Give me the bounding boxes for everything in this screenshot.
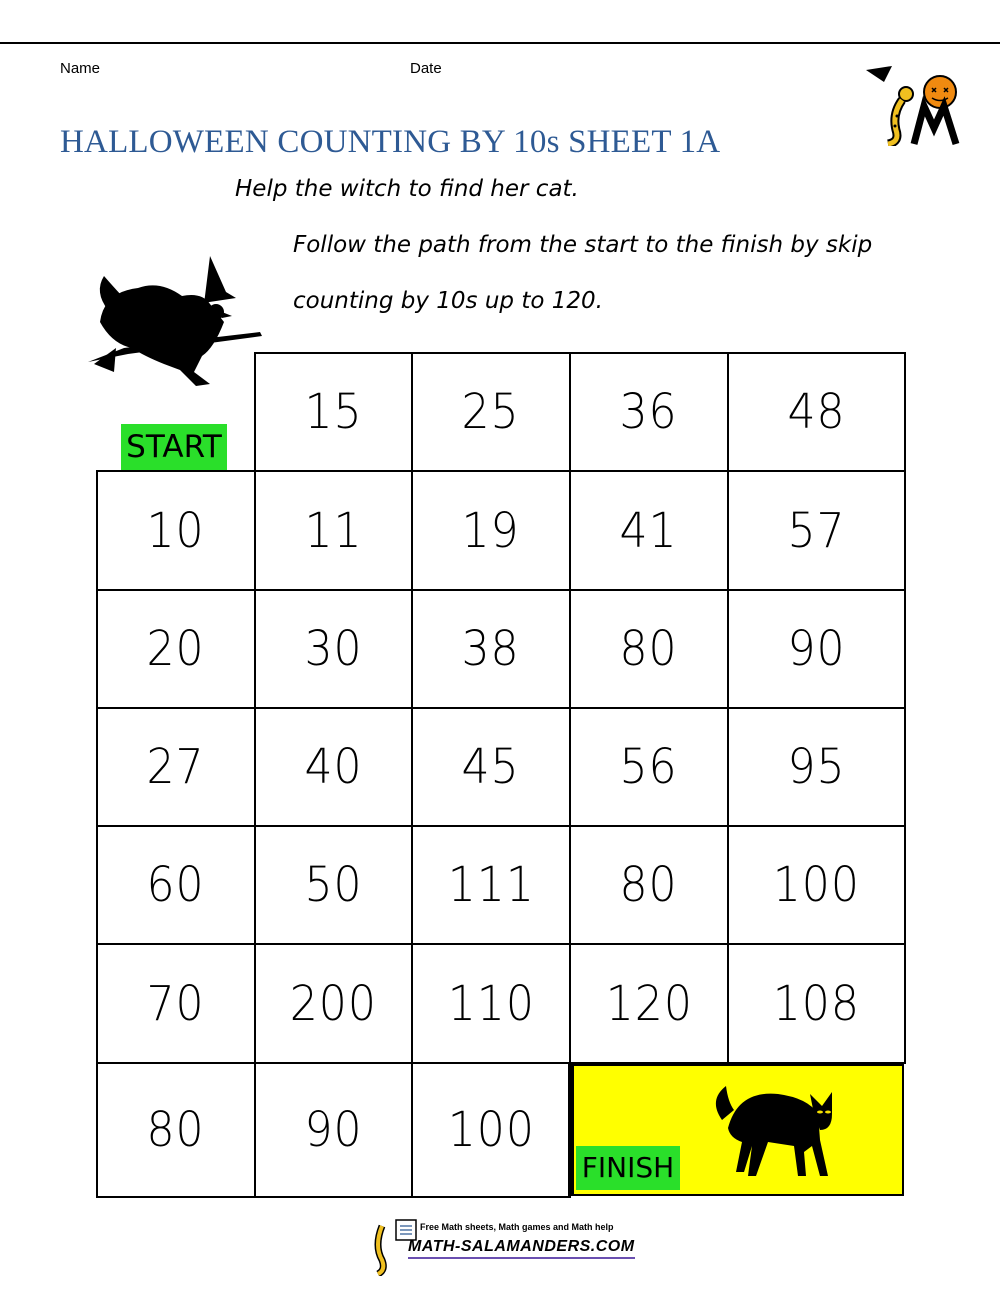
maze-cell-number: 120 <box>605 975 693 1032</box>
maze-cell-number: 111 <box>447 857 535 913</box>
maze-cell <box>411 1062 571 1198</box>
maze-cell-number: 11 <box>304 502 363 559</box>
maze-cell-number: 80 <box>146 1102 206 1158</box>
maze-cell-number: 50 <box>304 857 363 913</box>
maze-cell <box>569 707 729 827</box>
maze-cell <box>727 589 906 709</box>
maze-cell <box>411 470 571 591</box>
maze-cell <box>96 707 256 827</box>
instruction-line-3: counting by 10s up to 120. <box>293 288 603 314</box>
maze-cell <box>727 707 906 827</box>
maze-cell-number: 19 <box>461 502 521 559</box>
maze-cell-number: 27 <box>146 739 206 795</box>
maze-cell-number: 90 <box>787 621 846 677</box>
maze-cell-number: 100 <box>772 857 861 913</box>
maze-cell-number: 80 <box>619 857 679 913</box>
maze-cell-number: 48 <box>787 384 846 440</box>
maze-cell <box>411 352 571 472</box>
maze-cell <box>254 352 413 472</box>
footer-site-link[interactable]: MATH-SALAMANDERS.COM <box>408 1238 635 1259</box>
maze-cell-number: 45 <box>461 739 521 795</box>
finish-label: FINISH <box>576 1146 680 1190</box>
maze-cell <box>96 589 256 709</box>
maze-cell-number: 90 <box>304 1102 363 1158</box>
maze-cell <box>254 943 413 1064</box>
maze-cell <box>569 352 729 472</box>
name-label: Name <box>60 60 101 77</box>
instruction-line-2: Follow the path from the start to the finish by skip <box>293 232 873 258</box>
maze-cell <box>569 470 729 591</box>
top-rule <box>0 42 1000 44</box>
maze-cell-number: 108 <box>772 975 861 1032</box>
maze-cell <box>254 825 413 945</box>
maze-cell-number: 30 <box>304 621 363 677</box>
maze-cell <box>96 825 256 945</box>
maze-cell <box>411 943 571 1064</box>
maze-cell-number: 41 <box>619 502 679 559</box>
start-label: START <box>121 424 227 470</box>
maze-cell-number: 38 <box>461 621 521 677</box>
maze-cell-number: 110 <box>447 975 535 1032</box>
footer-tagline: Free Math sheets, Math games and Math help <box>420 1222 614 1232</box>
maze-cell-number: 10 <box>146 502 206 559</box>
maze-cell-number: 57 <box>787 502 846 559</box>
maze-cell-number: 25 <box>461 384 521 440</box>
maze-cell <box>96 1062 256 1198</box>
maze-cell <box>569 825 729 945</box>
salamander-logo-icon <box>862 64 962 146</box>
maze-cell <box>96 943 256 1064</box>
maze-cell <box>254 1062 413 1198</box>
maze-cell <box>254 589 413 709</box>
witch-on-broom-icon <box>84 252 274 402</box>
date-label: Date <box>410 60 442 77</box>
maze-cell-number: 15 <box>304 384 363 440</box>
maze-cell-number: 40 <box>304 739 363 795</box>
maze-cell-number: 70 <box>146 975 206 1032</box>
maze-cell <box>411 589 571 709</box>
maze-cell-number: 56 <box>619 739 679 795</box>
maze-cell <box>569 589 729 709</box>
page-title: HALLOWEEN COUNTING BY 10s SHEET 1A <box>60 124 721 160</box>
maze-cell <box>727 352 906 472</box>
maze-cell-number: 80 <box>619 621 679 677</box>
maze-cell <box>727 825 906 945</box>
maze-cell <box>727 943 906 1064</box>
maze-cell-number: 20 <box>146 621 206 677</box>
black-cat-icon <box>708 1080 848 1180</box>
maze-cell-number: 95 <box>787 739 846 795</box>
maze-cell <box>411 707 571 827</box>
maze-cell <box>254 470 413 591</box>
maze-cell-number: 200 <box>289 975 378 1032</box>
maze-cell-number: 36 <box>619 384 679 440</box>
maze-cell <box>411 825 571 945</box>
maze-cell <box>727 470 906 591</box>
instruction-line-1: Help the witch to find her cat. <box>235 176 579 202</box>
maze-cell <box>96 470 256 591</box>
maze-cell-number: 60 <box>146 857 206 913</box>
maze-cell <box>254 707 413 827</box>
maze-cell-number: 100 <box>447 1102 535 1158</box>
maze-cell <box>569 943 729 1064</box>
